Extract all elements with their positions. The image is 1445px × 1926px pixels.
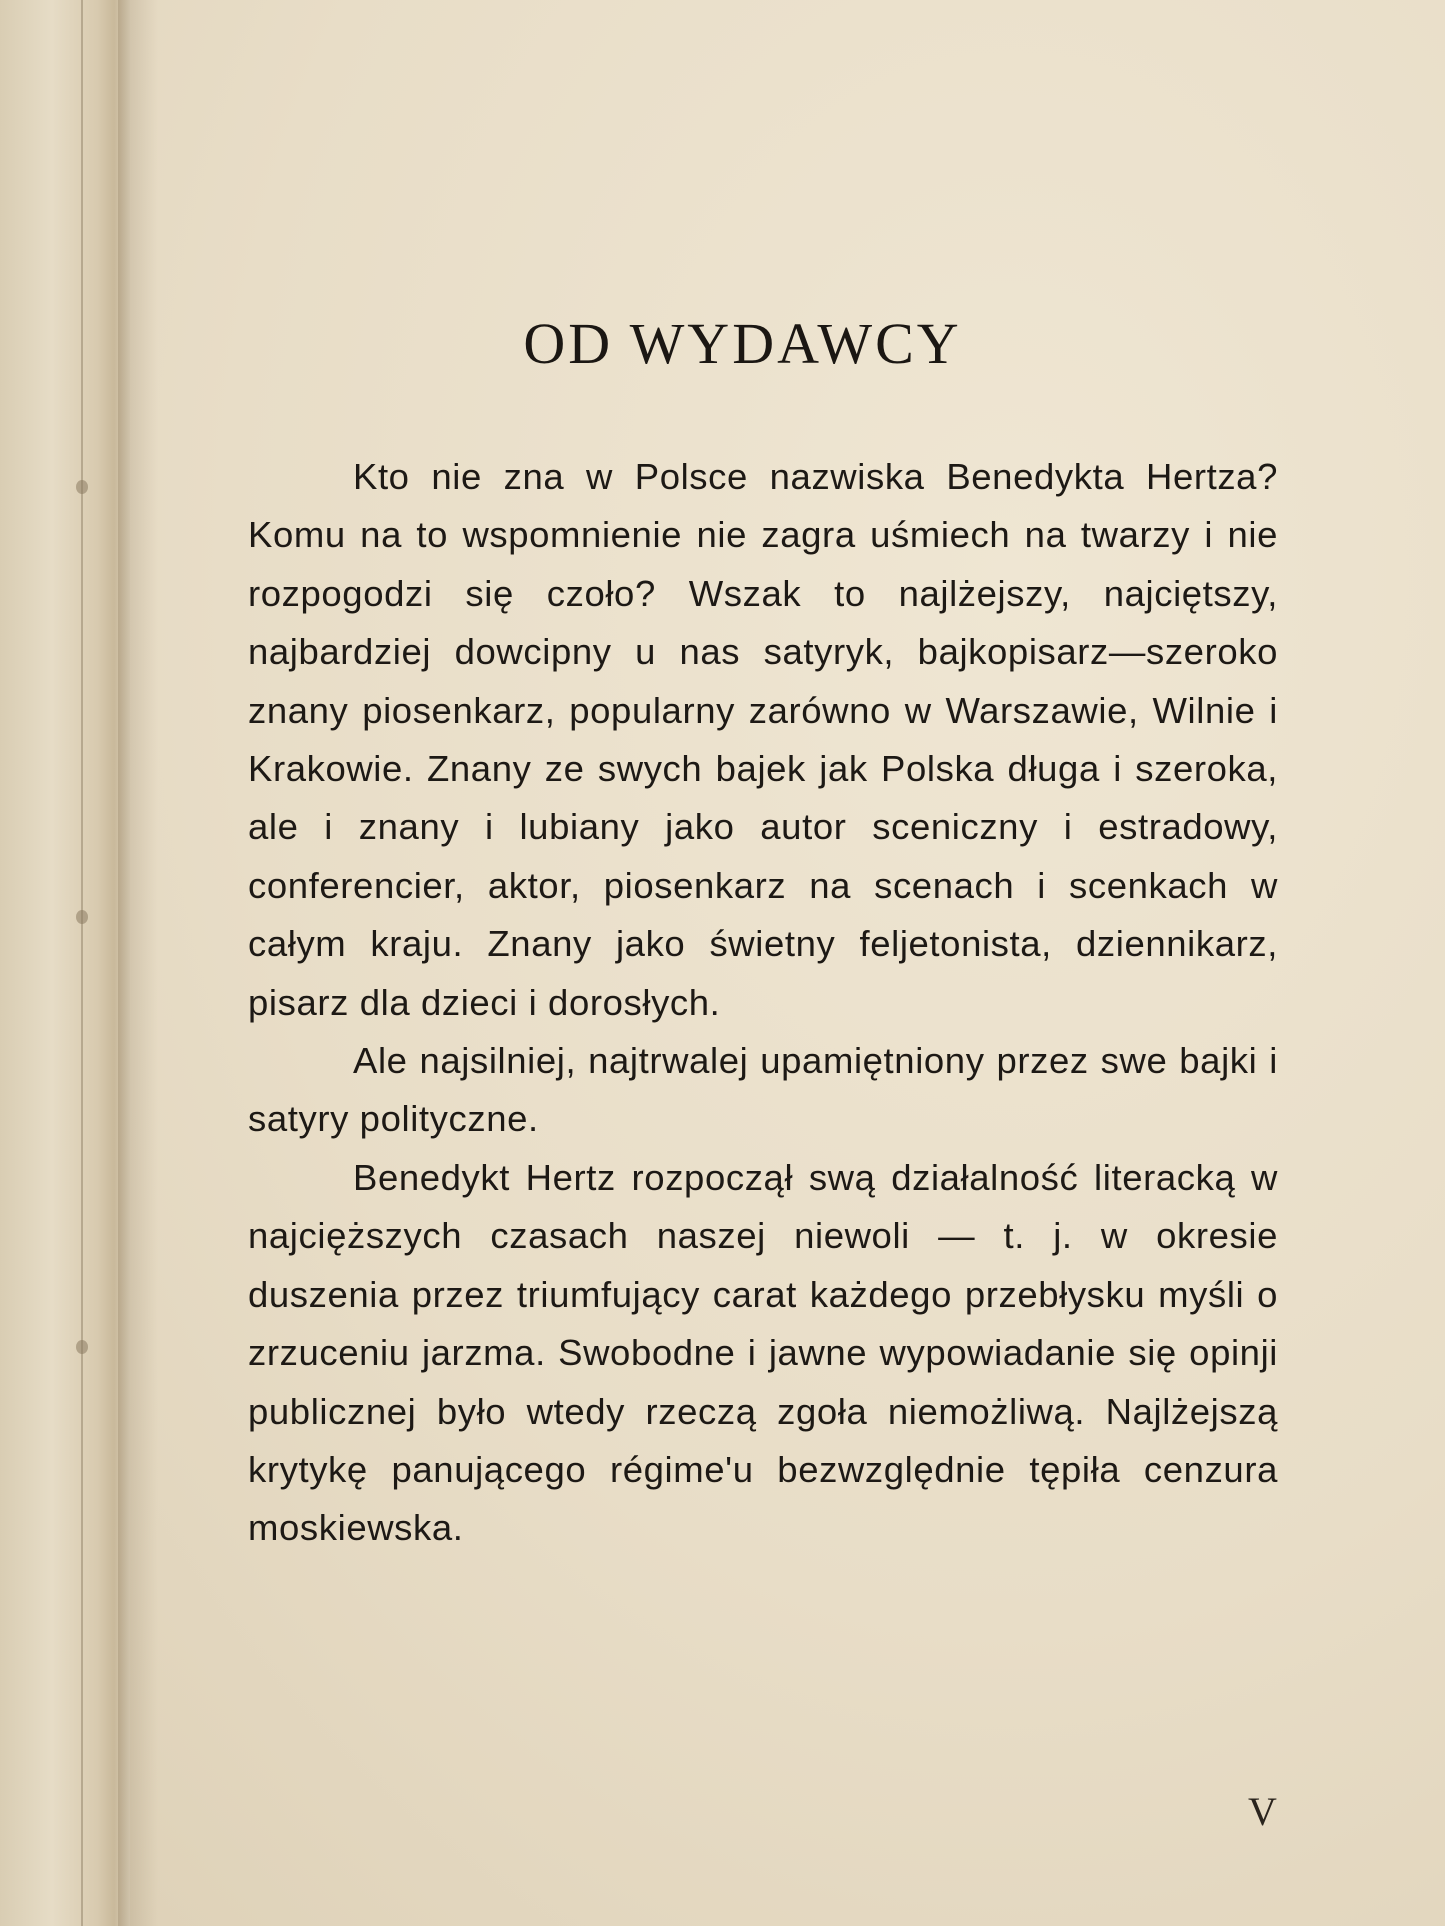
binding-stitch bbox=[76, 910, 88, 924]
page-title: OD WYDAWCY bbox=[523, 311, 962, 376]
gutter-shadow bbox=[118, 0, 158, 1926]
binding-thread bbox=[81, 0, 83, 1926]
paragraph: Ale najsilniej, najtrwalej upamiętniony przez swe bajki i satyry polityczne. bbox=[248, 1040, 1278, 1140]
body-text bbox=[248, 448, 1278, 1558]
binding-stitch bbox=[76, 480, 88, 494]
page-gutter bbox=[0, 0, 130, 1926]
paragraph: Kto nie zna w Polsce nazwiska Benedykta Hertza? Komu na to wspomnienie nie zagra uśmiech na twarzy i nie rozpogodzi się czoło? Wszak to najlżejszy, najciętszy, najbardziej dowcipny u nas satyryk, bajkopisarz—szeroko znany piosenkarz, popularny zarówno w Warszawie, Wilnie i Krakowie. Znany ze swych bajek jak Polska długa i szeroka, ale i znany i lubiany jako autor sceniczny i estradowy, conferencier, aktor, piosenkarz na scenach i scenkach w całym kraju. Znany jako świetny feljetonista, dziennikarz, pisarz dla dzieci i dorosłych. bbox=[248, 456, 1278, 1023]
paragraph: Benedykt Hertz rozpoczął swą działalność literacką w najcięższych czasach naszej niewoli — t. j. w okresie duszenia przez triumfujący carat każdego przebłysku myśli o zrzuceniu jarzma. Swobodne i jawne wypowiadanie się opinji publicznej było wtedy rzeczą zgoła niemożliwą. Najlżejszą krytykę panującego régime'u bezwzględnie tępiła cenzura moskiewska. bbox=[248, 1156, 1278, 1549]
binding-stitch bbox=[76, 1340, 88, 1354]
page-number: V bbox=[1248, 1789, 1277, 1834]
